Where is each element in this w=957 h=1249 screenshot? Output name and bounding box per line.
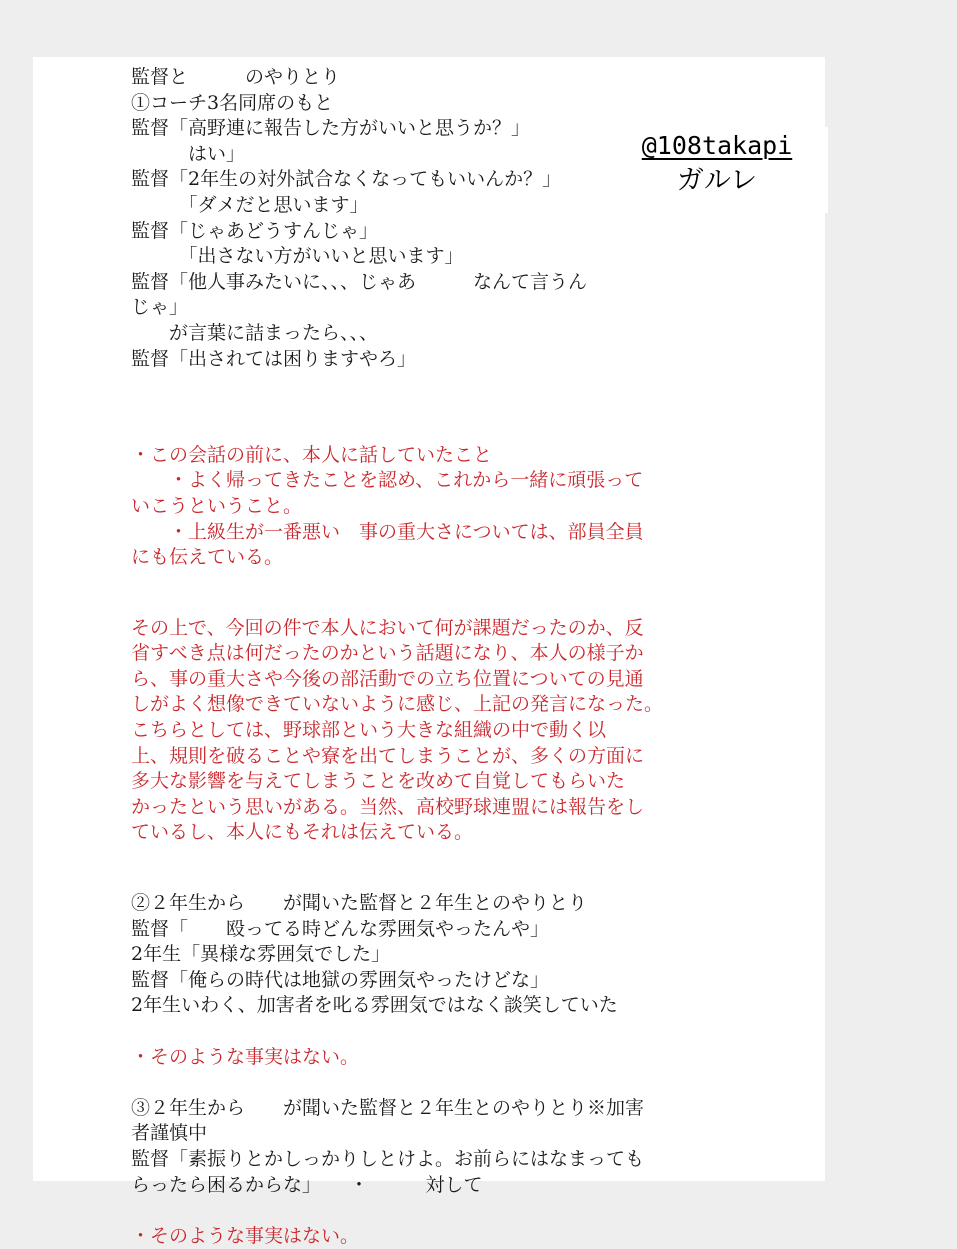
spacer — [131, 372, 721, 417]
spacer — [131, 417, 721, 443]
document-body — [131, 65, 721, 1249]
response-line: 省すべき点は何だったのかという話題になり、本人の様子か — [131, 642, 644, 665]
doc-line: 監督「高野連に報告した方がいいと思うか？」 — [131, 117, 531, 140]
response-line: ・そのような事実はない。 — [131, 1045, 360, 1068]
response-line: 上、規則を破ることや寮を出てしまうことが、多くの方面に — [131, 744, 645, 767]
spacer — [131, 1198, 721, 1224]
response-line: ・上級生が一番悪い 事の重大さについては、部員全員 — [131, 520, 644, 543]
spacer — [131, 571, 721, 616]
response-line: にも伝えている。 — [131, 546, 284, 569]
response-line: ら、事の重大さや今後の部活動での立ち位置についての見通 — [131, 667, 644, 690]
doc-line: 監督と のやりとり — [131, 66, 341, 88]
response-line: こちらとしては、野球部という大きな組織の中で動く以 — [131, 719, 607, 742]
document-page — [33, 57, 825, 1247]
watermark — [606, 127, 828, 213]
response-line: ているし、本人にもそれは伝えている。 — [131, 821, 474, 844]
doc-line: らったら困るからな」 ・ 対して — [131, 1173, 483, 1196]
doc-line: が言葉に詰まったら、、、 — [131, 321, 379, 344]
doc-line: はい」 — [131, 142, 246, 165]
doc-line: 監督「2年生の対外試合なくなってもいいんか？」 — [131, 168, 562, 191]
response-line: 多大な影響を与えてしまうことを改めて自覚してもらいた — [131, 770, 626, 793]
doc-line: 2年生「異様な雰囲気でした」 — [131, 943, 391, 966]
spacer — [131, 1070, 721, 1096]
doc-line: ①コーチ3名同席のもと — [131, 91, 334, 114]
doc-line: 監督「 殴ってる時どんな雰囲気やったんや」 — [131, 917, 550, 940]
doc-line: 監督「出されては困りますやろ」 — [131, 347, 417, 370]
response-line: しがよく想像できていないように感じ、上記の発言になった。 — [131, 693, 664, 716]
doc-line: 監督「他人事みたいに、、、じゃあ なんて言うん — [131, 270, 588, 293]
response-line: ・よく帰ってきたことを認め、これから一緒に頑張って — [131, 469, 644, 492]
response-line: ・そのような事実はない。 — [131, 1224, 360, 1247]
response-line: その上で、今回の件で本人において何が課題だったのか、反 — [131, 616, 644, 639]
doc-line: ③２年生から が聞いた監督と２年生とのやりとり※加害 — [131, 1096, 645, 1119]
spacer — [131, 846, 721, 891]
doc-line: じゃ」 — [131, 296, 189, 319]
doc-line: 監督「俺らの時代は地獄の雰囲気やったけどな」 — [131, 968, 550, 991]
doc-line: 2年生いわく、加害者を叱る雰囲気ではなく談笑していた — [131, 994, 618, 1017]
doc-line: 監督「じゃあどうすんじゃ」 — [131, 219, 379, 242]
watermark-source: ガルレ — [676, 165, 758, 196]
doc-line: 者謹慎中 — [131, 1122, 208, 1145]
spacer — [131, 1019, 721, 1045]
doc-line: 監督「素振りとかしっかりしとけよ。お前らにはなまっても — [131, 1147, 645, 1170]
doc-line: 「出さない方がいいと思います」 — [131, 245, 464, 268]
response-line: ・この会話の前に、本人に話していたこと — [131, 443, 493, 466]
doc-line: ②２年生から が聞いた監督と２年生とのやりとり — [131, 892, 588, 915]
response-line: かったという思いがある。当然、高校野球連盟には報告をし — [131, 795, 645, 818]
watermark-handle: @108takapi — [641, 131, 793, 160]
doc-line: 「ダメだと思います」 — [131, 193, 369, 216]
response-line: いこうということ。 — [131, 494, 303, 517]
